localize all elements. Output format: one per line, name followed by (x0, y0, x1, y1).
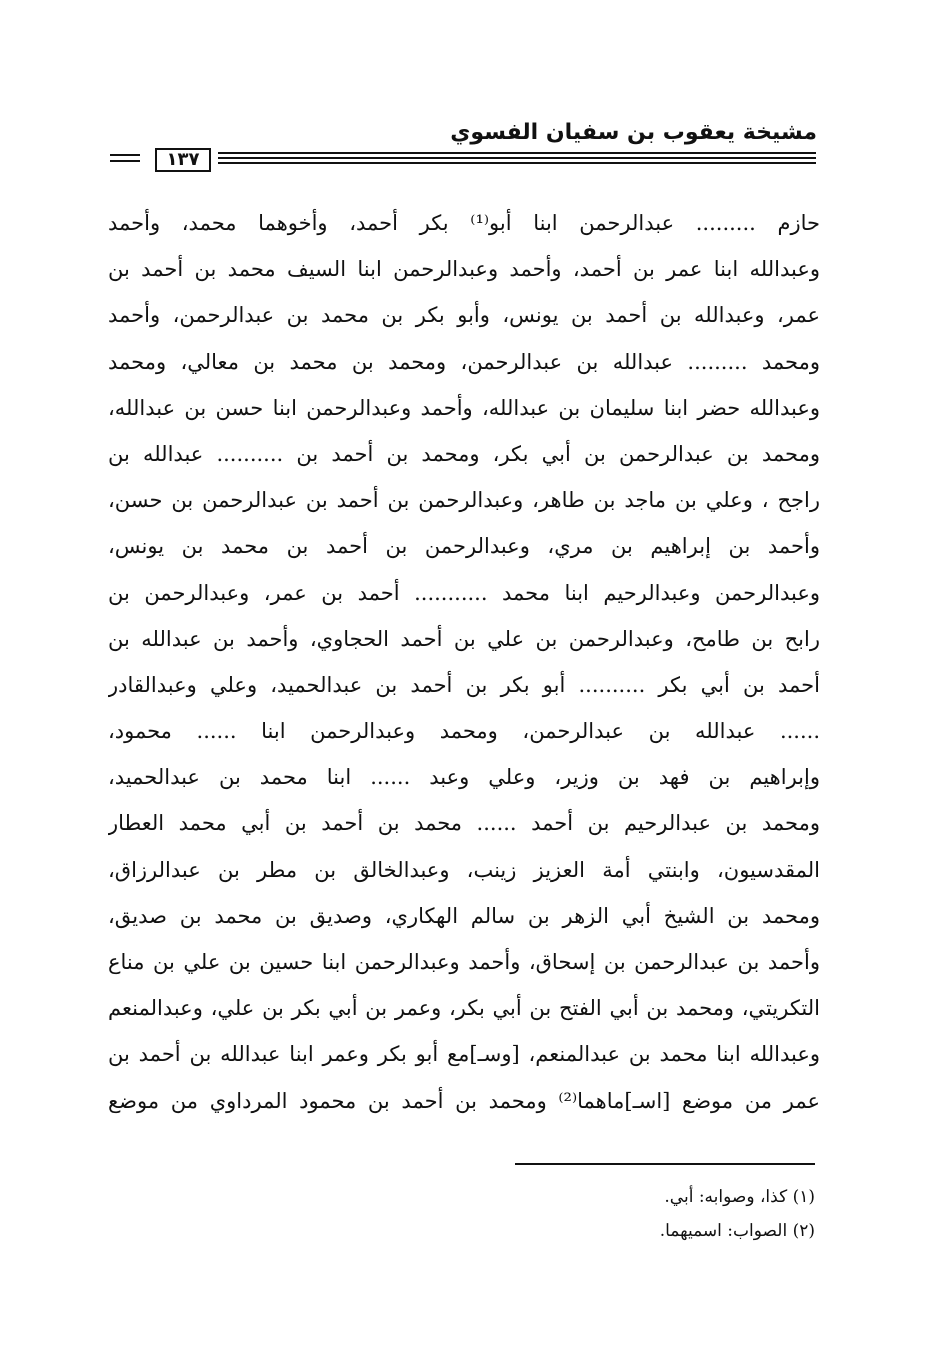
text-line: أحمد بن أبي بكر .......... أبو بكر بن أحمد بن عبدالحميد، وعلي وعبدالقادر (108, 672, 820, 697)
header-rule-line (218, 162, 816, 164)
text-line: وإبراهيم بن فهد بن وزير، وعلي وعبد ...... ابنا محمد بن عبدالحميد، (108, 765, 820, 790)
text-line: رابح بن طامح، وعبدالرحمن بن علي بن أحمد الحجاوي، وأحمد بن عبدالله بن (108, 626, 820, 651)
footnote: (٢) الصواب: اسميهما. (659, 1221, 815, 1241)
header-rule-line (218, 157, 816, 159)
text-line: ومحمد بن الشيخ أبي الزهر بن سالم الهكاري، وصديق بن محمد بن صديق، (108, 903, 820, 928)
main-text (108, 200, 820, 1124)
text-line: المقدسيون، وابنتي أمة العزيز زينب، وعبدالخالق بن مطر بن عبدالرزاق، (108, 857, 820, 882)
text-line: وعبدالله ابنا عمر بن أحمد، وأحمد وعبدالرحمن ابنا السيف محمد بن أحمد بن (108, 257, 820, 282)
footnotes (660, 1180, 815, 1248)
text-line: وأحمد بن إبراهيم بن مري، وعبدالرحمن بن أحمد بن محمد بن يونس، (108, 534, 820, 559)
text-line: عمر من موضع [اسـ]ماهما⁽²⁾ ومحمد بن أحمد بن محمود المرداوي من موضع (108, 1088, 820, 1113)
text-line: حازم ......... عبدالرحمن ابنا أبو⁽¹⁾ بكر أحمد، وأخوهما محمد، وأحمد (108, 211, 820, 235)
header-rule-line (218, 152, 816, 154)
page-number: ١٣٧ (155, 148, 211, 172)
text-line: ومحمد بن عبدالرحمن بن أبي بكر، ومحمد بن أحمد بن .......... عبدالله بن (108, 441, 820, 466)
text-line: التكريتي، ومحمد بن أبي الفتح بن أبي بكر، وعمر بن أبي بكر بن علي، وعبدالمنعم (108, 996, 820, 1021)
text-line: وعبدالرحمن وعبدالرحيم ابنا محمد ........... أحمد بن عمر، وعبدالرحمن بن (108, 580, 820, 605)
header-rule (110, 148, 816, 170)
footnote-separator (515, 1163, 815, 1165)
text-line: عمر، وعبدالله بن أحمد بن يونس، وأبو بكر بن محمد بن عبدالرحمن، وأحمد (108, 303, 820, 328)
text-line: راجح ، وعلي بن ماجد بن طاهر، وعبدالرحمن بن أحمد بن عبدالرحمن بن حسن، (108, 488, 820, 513)
text-line: ومحمد بن عبدالرحيم بن أحمد ...... محمد بن أحمد بن أبي محمد العطار (108, 811, 820, 836)
text-line: ومحمد ......... عبدالله بن عبدالرحمن، ومحمد بن محمد بن معالي، ومحمد (108, 349, 820, 374)
text-line: وأحمد بن عبدالرحمن بن إسحاق، وأحمد وعبدالرحمن ابنا حسين بن علي بن مناع (108, 950, 820, 974)
header-rule-line (110, 154, 140, 156)
text-line: وعبدالله حضر ابنا سليمان بن عبدالله، وأحمد وعبدالرحمن ابنا حسن بن عبدالله، (108, 395, 820, 420)
header-rule-line (110, 160, 140, 162)
text-line: ...... عبدالله بن عبدالرحمن، ومحمد وعبدالرحمن ابنا ...... محمود، (108, 719, 820, 744)
text-line: وعبدالله ابنا محمد بن عبدالمنعم، [وسـ]مع أبو بكر وعمر ابنا عبدالله بن أحمد بن (108, 1042, 820, 1067)
footnote: (١) كذا، وصوابه: أبي. (664, 1187, 815, 1207)
running-header-title: مشيخة يعقوب بن سفيان الفسوي (450, 120, 817, 145)
